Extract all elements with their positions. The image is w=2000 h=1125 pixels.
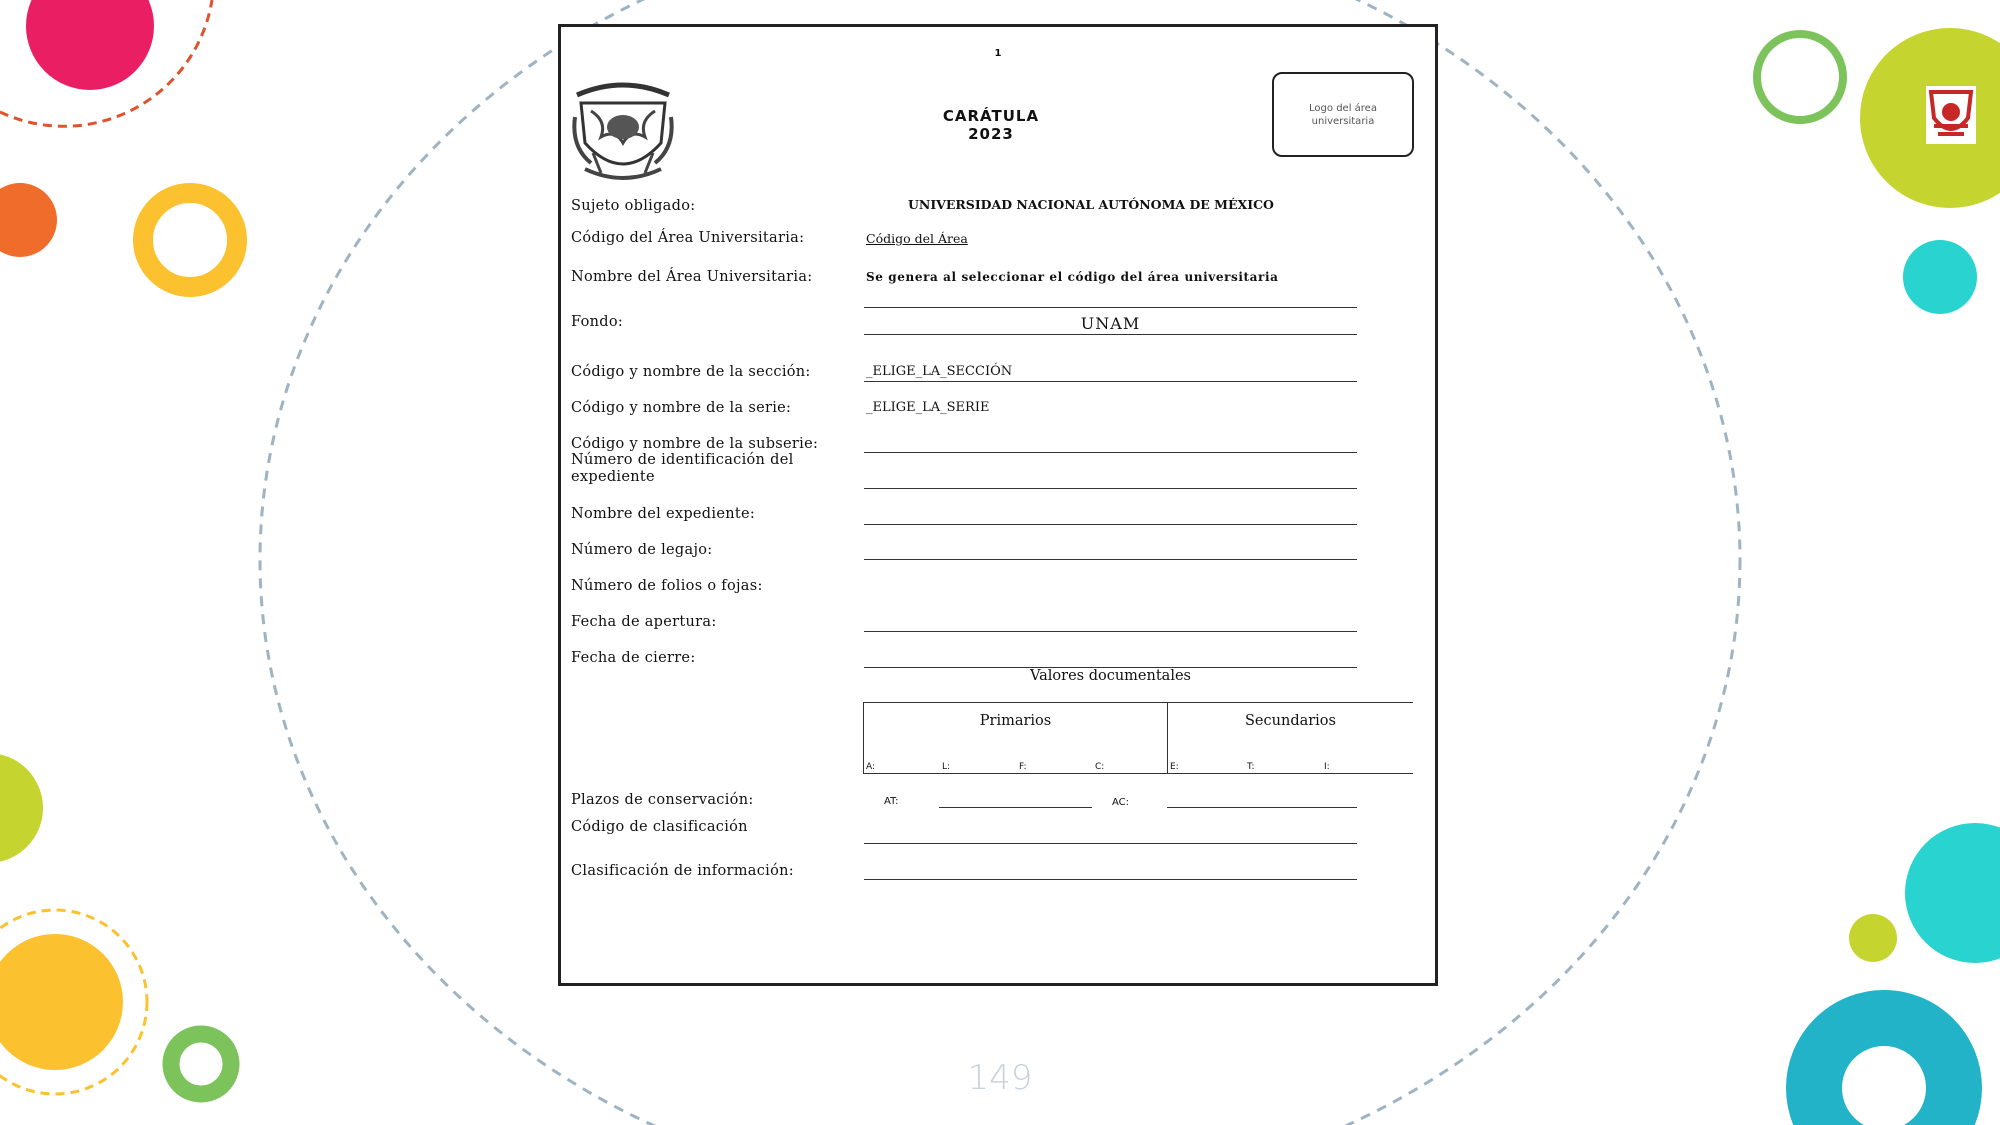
primario-l: L: bbox=[942, 762, 951, 772]
primario-a: A: bbox=[866, 762, 876, 772]
primarios-header: Primarios bbox=[979, 713, 1052, 729]
unam-crest-icon bbox=[571, 77, 675, 185]
blue-ring bbox=[1814, 1018, 1954, 1125]
title-text: CARÁTULA bbox=[942, 107, 1040, 125]
seccion-value[interactable]: _ELIGE_LA_SECCIÓN bbox=[866, 364, 1013, 379]
cyan-big-circle bbox=[1905, 823, 2000, 963]
nombre-area-value: Se genera al seleccionar el código del área universitaria bbox=[866, 270, 1279, 284]
codigo-clas-label: Código de clasificación bbox=[571, 819, 748, 835]
plazo-at-line bbox=[939, 807, 1092, 808]
secundario-t: T: bbox=[1247, 762, 1255, 772]
seccion-line bbox=[864, 381, 1357, 382]
apertura-label: Fecha de apertura: bbox=[571, 614, 717, 630]
nombre-exp-line bbox=[864, 524, 1357, 525]
orange-half-circle bbox=[0, 183, 57, 257]
apertura-line bbox=[864, 631, 1357, 632]
valores-title: Valores documentales bbox=[1030, 668, 1191, 684]
cyan-small-circle bbox=[1903, 240, 1977, 314]
primario-c: C: bbox=[1095, 762, 1105, 772]
yellow-circle bbox=[0, 934, 123, 1070]
nombre-exp-label: Nombre del expediente: bbox=[571, 506, 756, 522]
serie-label: Código y nombre de la serie: bbox=[571, 400, 792, 416]
lime-half-circle bbox=[0, 753, 43, 863]
sujeto-label: Sujeto obligado: bbox=[571, 198, 696, 214]
plazo-ac-label: AC: bbox=[1112, 797, 1130, 808]
fondo-line bbox=[864, 334, 1357, 335]
secundario-e: E: bbox=[1170, 762, 1179, 772]
codigo-clas-line bbox=[864, 843, 1357, 844]
primario-f: F: bbox=[1019, 762, 1027, 772]
plazo-ac-line bbox=[1167, 807, 1357, 808]
num-id-label: Número de identificación del expediente bbox=[571, 452, 794, 485]
subserie-line bbox=[864, 452, 1357, 453]
subserie-label: Código y nombre de la subserie: bbox=[571, 436, 819, 452]
fondo-value: UNAM bbox=[1080, 314, 1141, 333]
codigo-area-value[interactable]: Código del Área bbox=[866, 231, 968, 246]
valores-table bbox=[863, 702, 1413, 774]
nombre-area-line bbox=[864, 307, 1357, 308]
logo-placeholder-text: Logo del área universitaria bbox=[1309, 102, 1377, 127]
clas-info-line bbox=[864, 879, 1357, 880]
folios-label: Número de folios o fojas: bbox=[571, 578, 763, 594]
seccion-label: Código y nombre de la sección: bbox=[571, 364, 811, 380]
document-title bbox=[891, 107, 1091, 143]
plazo-at-label: AT: bbox=[884, 796, 899, 807]
serie-value[interactable]: _ELIGE_LA_SERIE bbox=[866, 400, 990, 415]
secundarios-header: Secundarios bbox=[1245, 713, 1336, 729]
fondo-label: Fondo: bbox=[571, 314, 624, 330]
secundario-i: I: bbox=[1324, 762, 1330, 772]
clas-info-label: Clasificación de información: bbox=[571, 863, 794, 879]
sujeto-value: UNIVERSIDAD NACIONAL AUTÓNOMA DE MÉXICO bbox=[908, 197, 1274, 212]
num-id-line bbox=[864, 488, 1357, 489]
magenta-circle bbox=[26, 0, 154, 90]
title-year: 2023 bbox=[968, 125, 1014, 143]
nombre-area-label: Nombre del Área Universitaria: bbox=[571, 269, 813, 285]
cierre-label: Fecha de cierre: bbox=[571, 650, 696, 666]
lime-small-circle bbox=[1849, 914, 1897, 962]
caratula-document bbox=[558, 24, 1438, 986]
green-ring bbox=[171, 1034, 231, 1094]
plazos-label: Plazos de conservación: bbox=[571, 792, 754, 808]
green-outline-ring bbox=[1757, 34, 1843, 120]
legajo-line bbox=[864, 559, 1357, 560]
legajo-label: Número de legajo: bbox=[571, 542, 713, 558]
codigo-area-label: Código del Área Universitaria: bbox=[571, 230, 805, 246]
page-number: 1 bbox=[994, 48, 1002, 59]
yellow-ring bbox=[143, 193, 237, 287]
logo-placeholder-box bbox=[1272, 72, 1414, 157]
slide-number: 149 bbox=[967, 1058, 1033, 1098]
unam-mini-logo bbox=[1926, 86, 1976, 144]
